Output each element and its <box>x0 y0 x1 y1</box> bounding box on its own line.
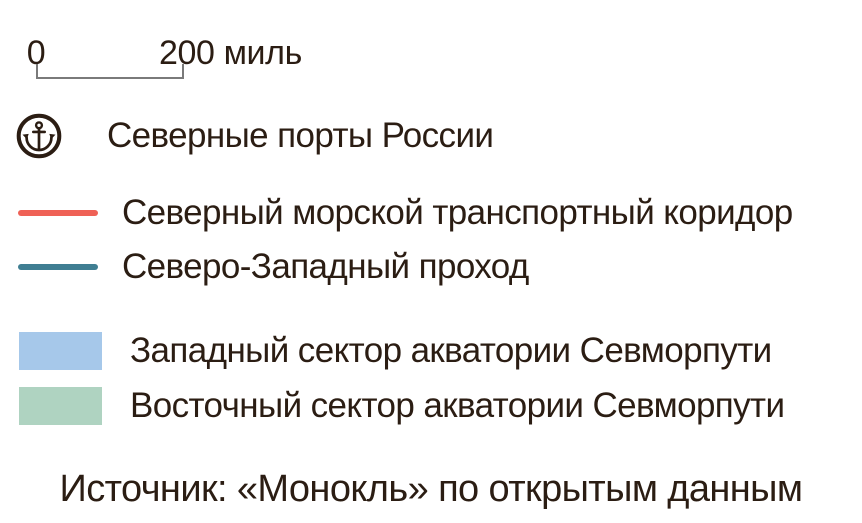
legend-label-ports: Северные порты России <box>107 116 494 155</box>
scale-distance-label: 200 миль <box>159 34 302 72</box>
area-swatch-green <box>19 387 102 425</box>
legend-item-ports <box>16 111 493 161</box>
route-line-swatch-red <box>18 210 98 216</box>
legend-item-sector-west <box>19 332 772 370</box>
legend-item-route-nw-passage <box>18 249 529 285</box>
route-line-swatch-teal <box>18 264 98 270</box>
anchor-icon <box>16 113 62 159</box>
area-swatch-blue <box>19 332 102 370</box>
scale-bar <box>0 0 420 90</box>
source-attribution: Источник: «Монокль» по открытым данным <box>59 468 803 510</box>
legend-item-sector-east <box>19 387 784 425</box>
scale-bar-line <box>36 64 184 79</box>
legend-label-sector-west: Западный сектор акватории Севморпути <box>130 331 772 370</box>
legend-item-route-corridor <box>18 195 793 231</box>
scale-zero-label: 0 <box>26 34 46 72</box>
legend-label-route-corridor: Северный морской транспортный коридор <box>122 193 793 232</box>
legend-label-route-nw-passage: Северо-Западный проход <box>122 247 529 286</box>
legend-label-sector-east: Восточный сектор акватории Севморпути <box>130 386 785 425</box>
